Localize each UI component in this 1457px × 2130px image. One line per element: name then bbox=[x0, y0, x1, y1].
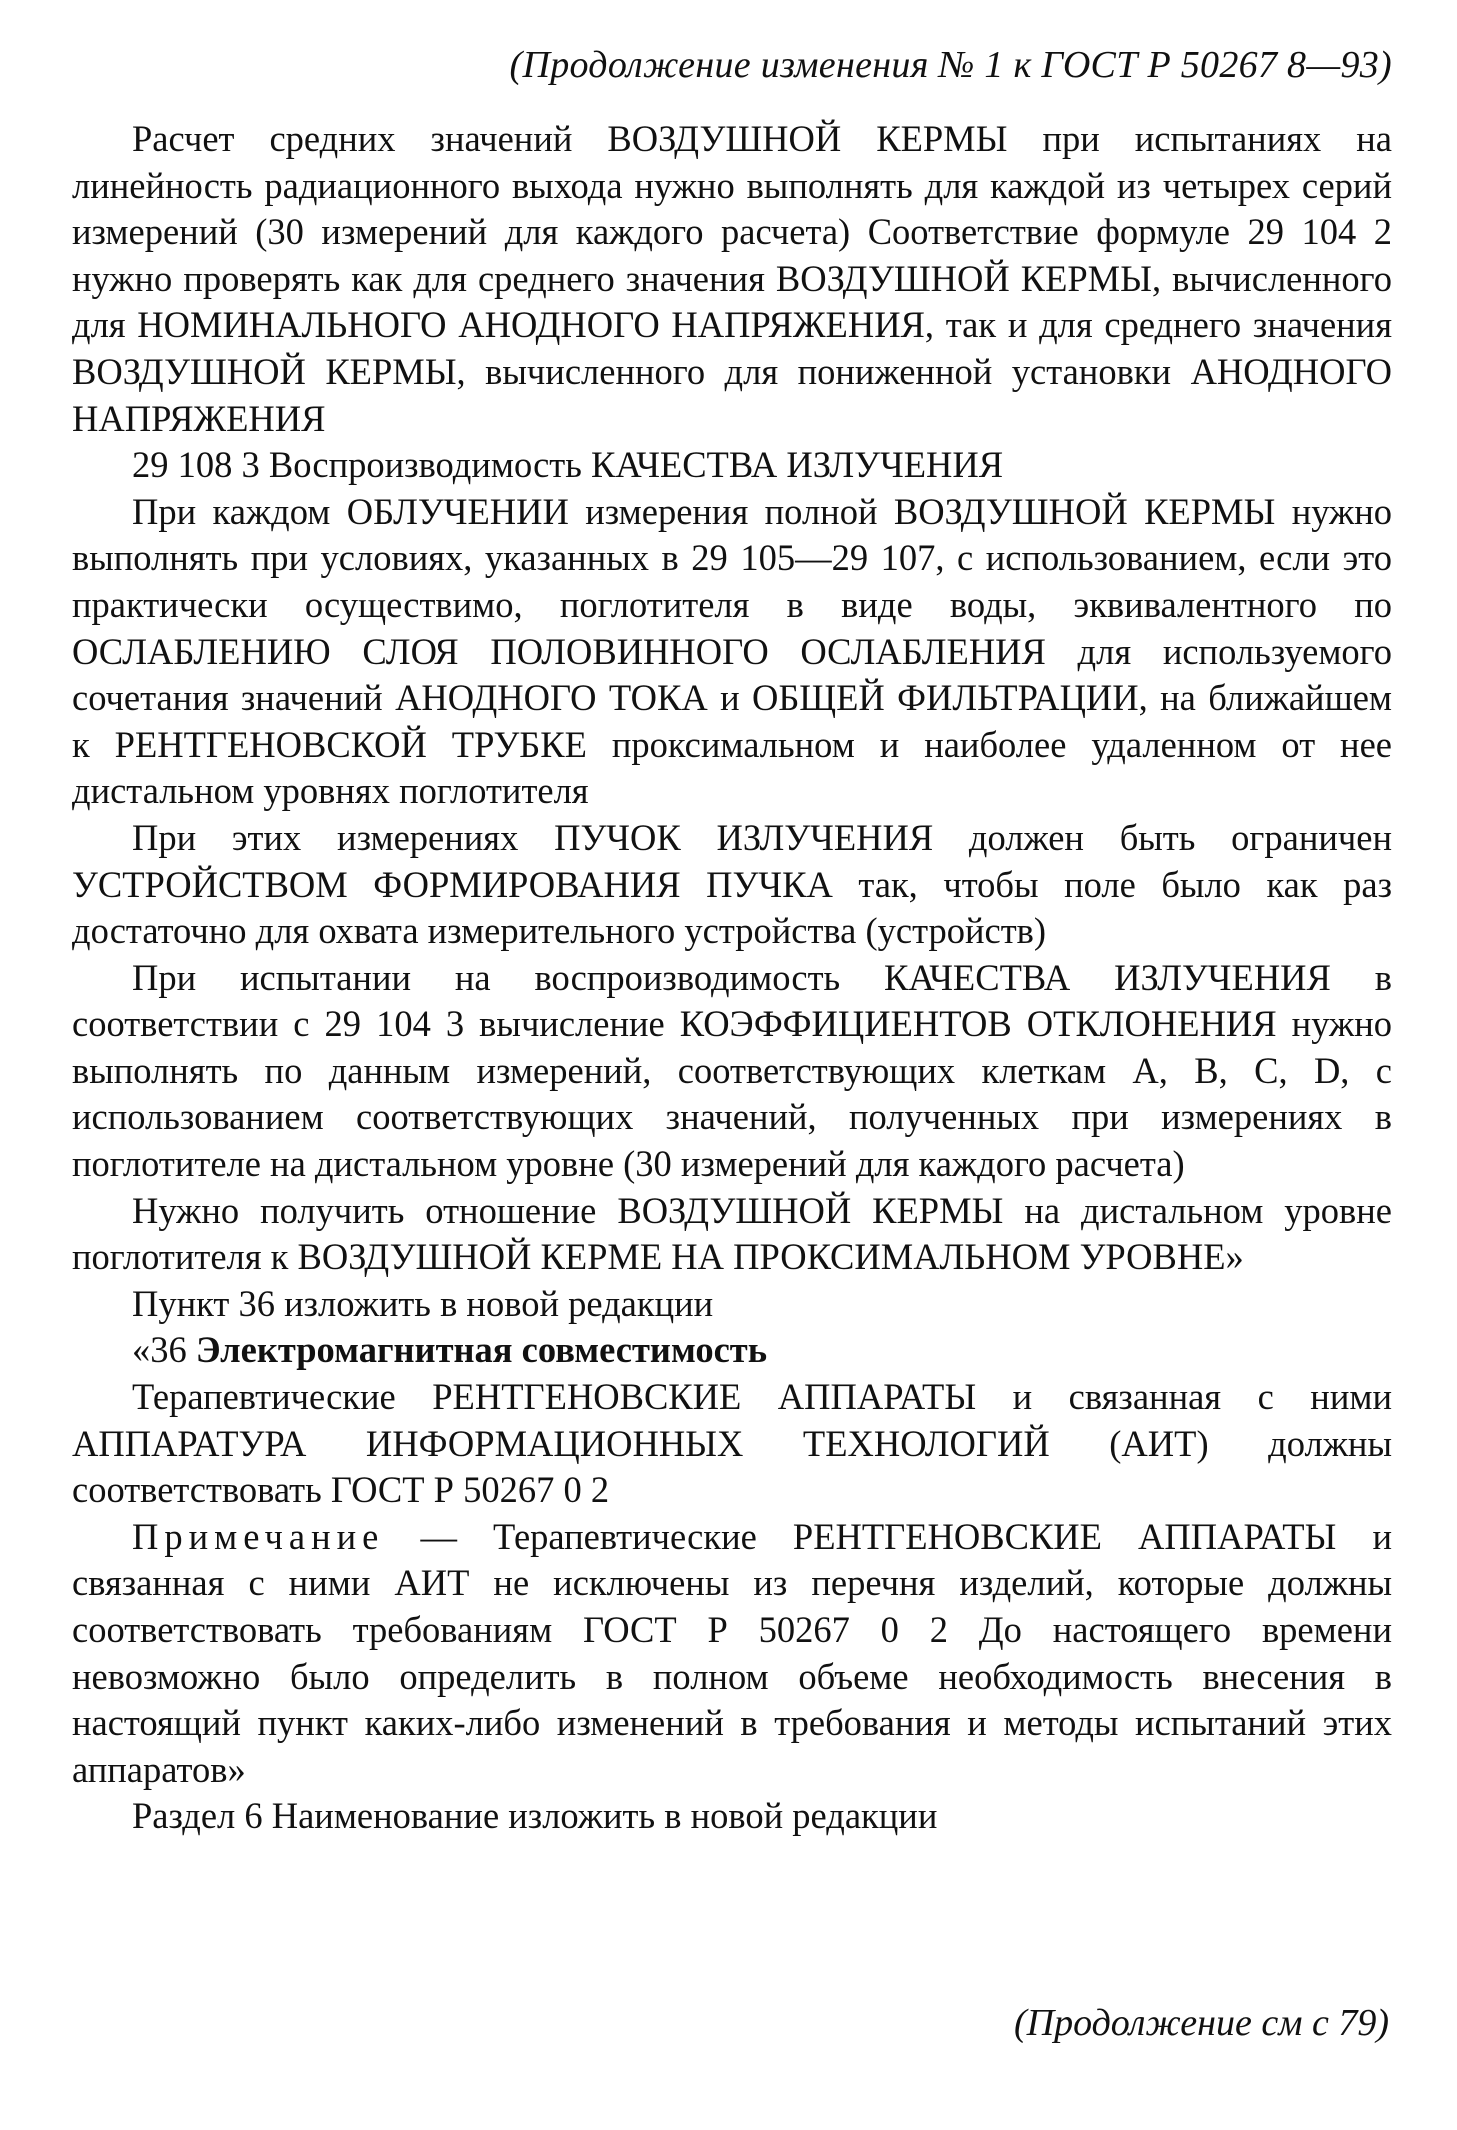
paragraph-beam-limitation: При этих измерениях ПУЧОК ИЗЛУЧЕНИЯ должен быть ограничен УСТРОЙСТВОМ ФОРМИРОВАНИЯ ПУЧКА так, чтобы поле было как раз достаточно для охвата измерительного устройства (устройств) bbox=[72, 816, 1392, 952]
note-text: Терапевтические РЕНТГЕНОВСКИЕ АППАРАТЫ и связанная с ними АИТ не исключены из перечня изделий, которые должны соответствовать требованиям ГОСТ Р 50267 0 2 До настоящего времени невозможно было определить в полном объеме необходимость внесения в настоящий пункт каких-либо изменений в требования и методы испытаний этих аппаратов» bbox=[72, 1515, 1393, 1790]
clause-36-title: Электромагнитная совместимость bbox=[195, 1329, 768, 1371]
note-dash: — bbox=[384, 1515, 494, 1557]
clause-29-108-3-heading: 29 108 3 Воспроизводимость КАЧЕСТВА ИЗЛУЧЕНИЯ bbox=[132, 444, 1004, 486]
paragraph-reproducibility-test: При испытании на воспроизводимость КАЧЕСТВА ИЗЛУЧЕНИЯ в соответствии с 29 104 3 вычисление КОЭФФИЦИЕНТОВ ОТКЛОНЕНИЯ нужно выполнять по данным измерений, соответствующих клеткам A, B, C, D, с использованием соответствующих значений, полученных при измерениях в поглотителе на дистальном уровне (30 измерений для каждого расчета) bbox=[72, 956, 1392, 1185]
paragraph-clause-36-instruction: Пункт 36 изложить в новой редакции bbox=[132, 1282, 714, 1324]
paragraph-kerma-ratio: Нужно получить отношение ВОЗДУШНОЙ КЕРМЫ на дистальном уровне поглотителя к ВОЗДУШНОЙ КЕРМЕ НА ПРОКСИМАЛЬНОМ УРОВНЕ» bbox=[72, 1189, 1392, 1278]
continuation-header: (Продолжение изменения № 1 к ГОСТ Р 50267 8—93) bbox=[509, 44, 1392, 86]
note-paragraph bbox=[72, 1514, 1392, 1794]
paragraph-emc-requirement: Терапевтические РЕНТГЕНОВСКИЕ АППАРАТЫ и связанная с ними АППАРАТУРА ИНФОРМАЦИОННЫХ ТЕХНОЛОГИЙ (АИТ) должны соответствовать ГОСТ Р 50267 0 2 bbox=[72, 1376, 1392, 1511]
note-label: Примечание bbox=[132, 1515, 385, 1557]
paragraph-kerma-calculation: Расчет средних значений ВОЗДУШНОЙ КЕРМЫ при испытаниях на линейность радиационного выхода нужно выполнять для каждой из четырех серий измерений (30 измерений для каждого расчета) Соответствие формуле 29 104 2 нужно проверять как для среднего значения ВОЗДУШНОЙ КЕРМЫ, вычисленного для НОМИНАЛЬНОГО АНОДНОГО НАПРЯЖЕНИЯ, так и для среднего значения ВОЗДУШНОЙ КЕРМЫ, вычисленного для пониженной установки АНОДНОГО НАПРЯЖЕНИЯ bbox=[72, 118, 1392, 439]
paragraph-irradiation-measurements: При каждом ОБЛУЧЕНИИ измерения полной ВОЗДУШНОЙ КЕРМЫ нужно выполнять при условиях, указанных в 29 105—29 107, с использованием, если это практически осуществимо, поглотителя в виде воды, эквивалентного по ОСЛАБЛЕНИЮ СЛОЯ ПОЛОВИННОГО ОСЛАБЛЕНИЯ для используемого сочетания значений АНОДНОГО ТОКА и ОБЩЕЙ ФИЛЬТРАЦИИ, на ближайшем к РЕНТГЕНОВСКОЙ ТРУБКЕ проксимальном и наиболее удаленном от нее дистальном уровнях поглотителя bbox=[72, 490, 1392, 812]
clause-36-number: «36 bbox=[132, 1329, 196, 1371]
paragraph-section-6-instruction: Раздел 6 Наименование изложить в новой редакции bbox=[132, 1795, 938, 1837]
clause-36-heading bbox=[72, 1327, 1392, 1374]
document-page bbox=[72, 40, 1392, 1840]
continuation-footer: (Продолжение см с 79) bbox=[1013, 2002, 1389, 2044]
